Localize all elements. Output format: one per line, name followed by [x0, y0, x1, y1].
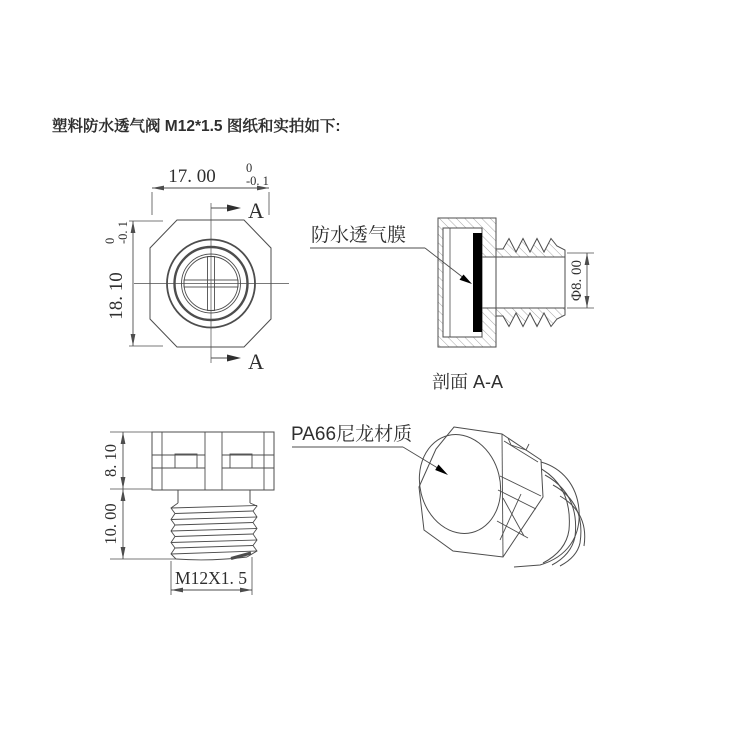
section-caption: 剖面 A-A	[432, 372, 504, 392]
side-left-dimensions	[101, 432, 176, 559]
iso-head-outline	[419, 427, 543, 557]
section-mark-bottom	[211, 349, 264, 374]
page-title: 塑料防水透气阀 M12*1.5 图纸和实拍如下:	[52, 118, 341, 135]
side-head-outline	[152, 432, 274, 490]
section-view	[310, 218, 594, 392]
front-height-value: 18. 10	[106, 272, 127, 320]
side-vent-slot-right	[230, 454, 252, 468]
side-thread-profile	[171, 503, 257, 560]
front-width-tol-lower: -0. 1	[246, 174, 269, 188]
side-head-facet-lines	[152, 432, 274, 490]
side-view	[101, 432, 274, 595]
material-label: PA66尼龙材质	[291, 424, 413, 445]
side-vent-slot-left	[175, 454, 197, 468]
front-height-tol-lower: -0. 1	[116, 221, 130, 244]
iso-view	[291, 423, 585, 567]
section-mark-top	[211, 198, 264, 223]
side-thread-length-value: 10. 00	[101, 503, 120, 545]
front-view	[103, 161, 289, 374]
section-letter-top: A	[248, 198, 264, 223]
membrane-callout	[310, 224, 472, 284]
membrane-label: 防水透气膜	[311, 225, 407, 246]
front-width-tol-upper: 0	[246, 161, 253, 175]
thread-spec-value: M12X1. 5	[175, 568, 247, 588]
front-height-tol-upper: 0	[103, 237, 117, 244]
front-width-value: 17. 00	[168, 166, 216, 187]
membrane-bar	[473, 233, 482, 332]
stem-diameter-dimension	[567, 253, 594, 308]
side-head-height-value: 8. 10	[101, 444, 120, 477]
stem-diameter-value: Φ8. 00	[569, 260, 585, 301]
section-thread-bottom	[496, 308, 565, 327]
section-head-hatch	[438, 218, 496, 347]
thread-spec-dimension	[171, 557, 252, 595]
material-callout	[291, 423, 448, 475]
section-thread-top	[496, 239, 565, 258]
section-letter-bottom: A	[248, 349, 264, 374]
